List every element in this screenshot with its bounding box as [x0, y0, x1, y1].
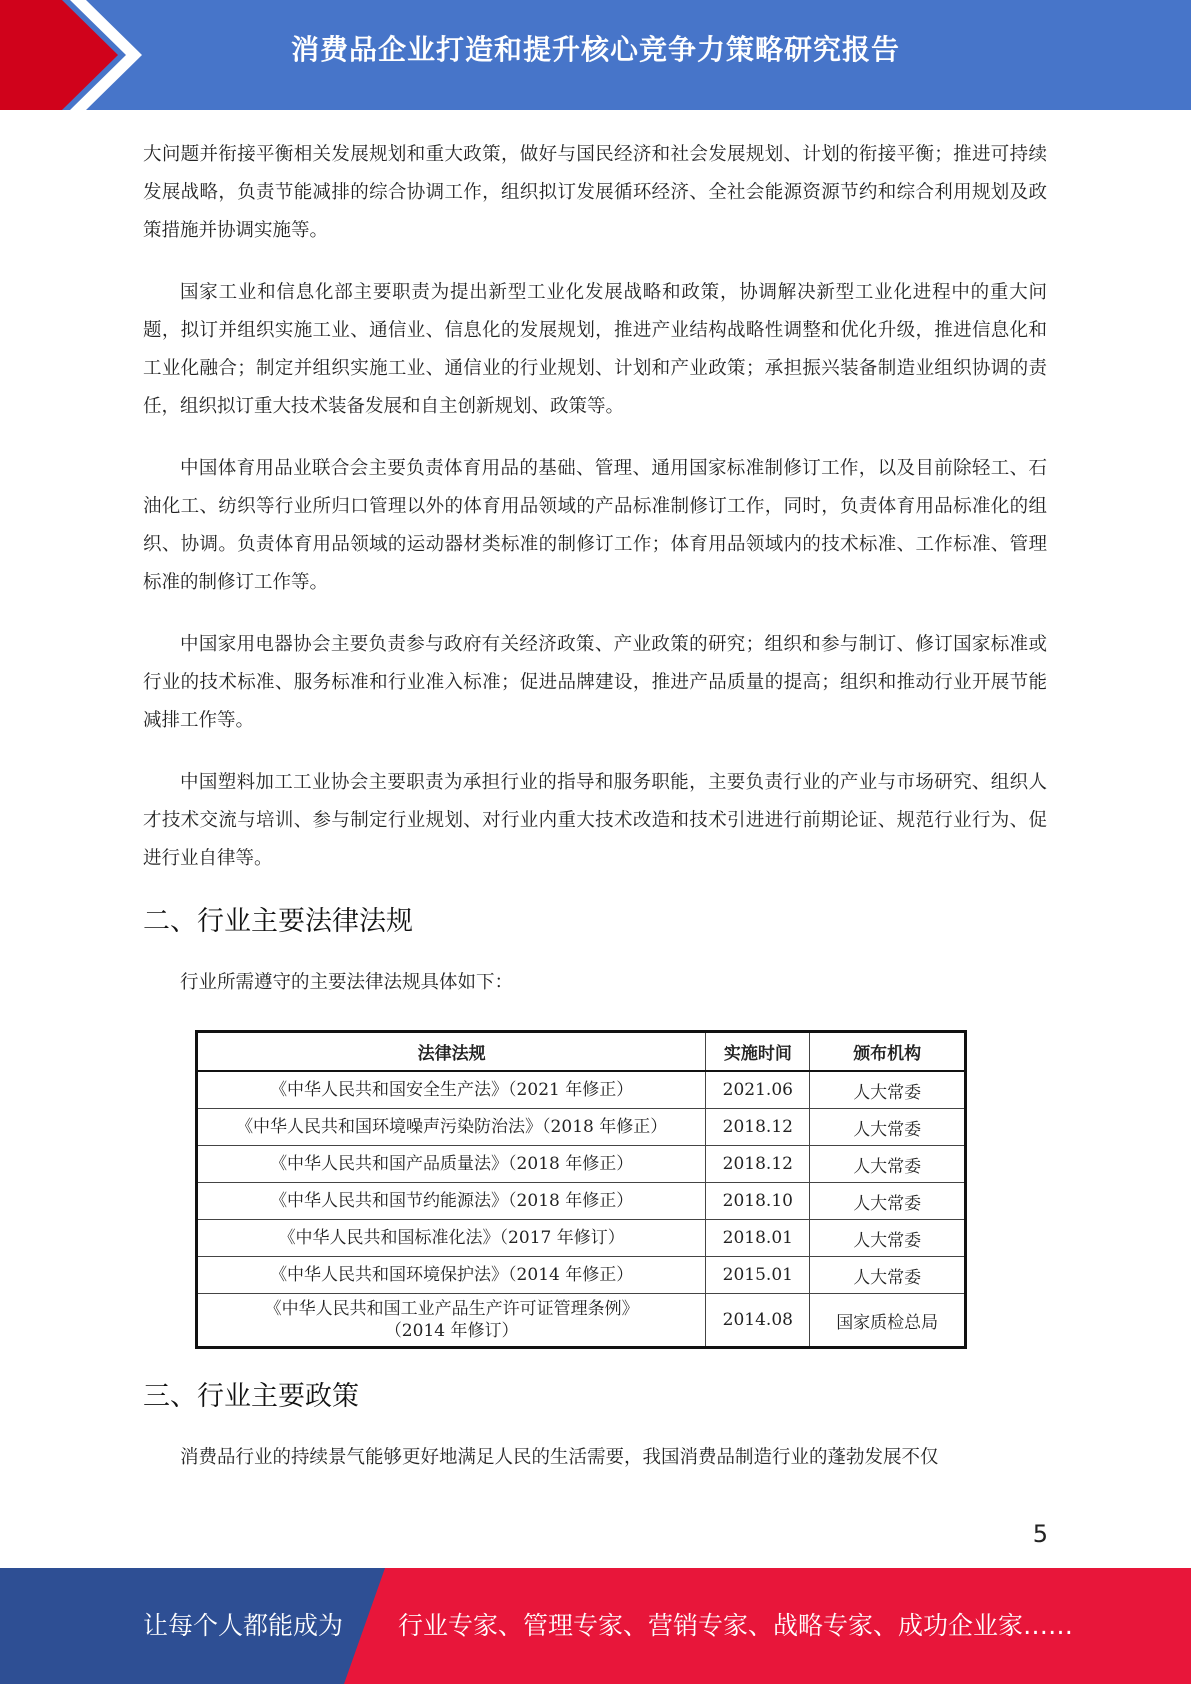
law-org: 国家质检总局: [810, 1294, 966, 1348]
section-heading-laws: 二、行业主要法律法规: [143, 906, 413, 937]
policies-intro: 消费品行业的持续景气能够更好地满足人民的生活需要，我国消费品制造行业的蓬勃发展不仅: [180, 1447, 939, 1468]
law-name-line1: 《中华人民共和国工业产品生产许可证管理条例》: [264, 1299, 639, 1319]
law-date: 2015.01: [706, 1257, 810, 1294]
page-footer: [0, 1568, 1191, 1684]
law-name: 《中华人民共和国安全生产法》（2021 年修正）: [197, 1071, 706, 1109]
table-row: [197, 1183, 966, 1220]
law-name: 《中华人民共和国环境噪声污染防治法》（2018 年修正）: [197, 1109, 706, 1146]
law-name: 《中华人民共和国产品质量法》（2018 年修正）: [197, 1146, 706, 1183]
law-date: 2018.12: [706, 1146, 810, 1183]
report-title: 消费品企业打造和提升核心竞争力策略研究报告: [290, 33, 900, 66]
table-row: [197, 1294, 966, 1348]
law-org: 人大常委: [810, 1183, 966, 1220]
table-row: [197, 1071, 966, 1109]
law-org: 人大常委: [810, 1109, 966, 1146]
law-date: 2018.10: [706, 1183, 810, 1220]
law-date: 2018.01: [706, 1220, 810, 1257]
law-name: 《中华人民共和国节约能源法》（2018 年修正）: [197, 1183, 706, 1220]
main-content: [143, 136, 1047, 1501]
section-heading-policies: 三、行业主要政策: [143, 1381, 359, 1412]
paragraph-1: 大问题并衔接平衡相关发展规划和重大政策，做好与国民经济和社会发展规划、计划的衔接平衡；推进可持续发展战略，负责节能减排的综合协调工作，组织拟订发展循环经济、全社会能源资源节约和综合利用规划及政策措施并协调实施等。: [143, 144, 1047, 241]
law-org: 人大常委: [810, 1220, 966, 1257]
law-date: 2014.08: [706, 1294, 810, 1348]
law-date: 2018.12: [706, 1109, 810, 1146]
table-header-date: 实施时间: [706, 1032, 810, 1072]
table-row: [197, 1257, 966, 1294]
laws-intro: 行业所需遵守的主要法律法规具体如下：: [180, 972, 514, 993]
law-name: 《中华人民共和国标准化法》（2017 年修订）: [197, 1220, 706, 1257]
footer-slogan-left: 让每个人都能成为: [143, 1611, 344, 1640]
paragraph-3: 中国体育用品业联合会主要负责体育用品的基础、管理、通用国家标准制修订工作，以及目前除轻工、石油化工、纺织等行业所归口管理以外的体育用品领域的产品标准制修订工作，同时，负责体育用品标准化的组织、协调。负责体育用品领域的运动器材类标准的制修订工作；体育用品领域内的技术标准、工作标准、管理标准的制修订工作等。: [143, 458, 1047, 593]
page-header: [0, 0, 1191, 110]
law-org: 人大常委: [810, 1257, 966, 1294]
table-header-law: 法律法规: [197, 1032, 706, 1072]
footer-slogan-right: 行业专家、管理专家、营销专家、战略专家、成功企业家……: [398, 1611, 1074, 1640]
table-header-org: 颁布机构: [810, 1032, 966, 1072]
table-row: [197, 1220, 966, 1257]
paragraph-4: 中国家用电器协会主要负责参与政府有关经济政策、产业政策的研究；组织和参与制订、修订国家标准或行业的技术标准、服务标准和行业准入标准；促进品牌建设，推进产品质量的提高；组织和推动行业开展节能减排工作等。: [143, 634, 1047, 731]
paragraph-5: 中国塑料加工工业协会主要职责为承担行业的指导和服务职能，主要负责行业的产业与市场研究、组织人才技术交流与培训、参与制定行业规划、对行业内重大技术改造和技术引进进行前期论证、规范行业行为、促进行业自律等。: [143, 772, 1047, 869]
law-name-line2: （2014 年修订）: [384, 1321, 519, 1341]
law-org: 人大常委: [810, 1146, 966, 1183]
law-date: 2021.06: [706, 1071, 810, 1109]
law-name: 《中华人民共和国环境保护法》（2014 年修正）: [197, 1257, 706, 1294]
table-row: [197, 1146, 966, 1183]
table-row: [197, 1109, 966, 1146]
page-number: 5: [1032, 1520, 1048, 1548]
laws-table: [195, 1030, 967, 1349]
table-header-row: [197, 1032, 966, 1072]
paragraph-2: 国家工业和信息化部主要职责为提出新型工业化发展战略和政策，协调解决新型工业化进程中的重大问题，拟订并组织实施工业、通信业、信息化的发展规划，推进产业结构战略性调整和优化升级，推进信息化和工业化融合；制定并组织实施工业、通信业的行业规划、计划和产业政策；承担振兴装备制造业组织协调的责任，组织拟订重大技术装备发展和自主创新规划、政策等。: [143, 282, 1047, 417]
law-org: 人大常委: [810, 1071, 966, 1109]
law-name: [197, 1294, 706, 1348]
